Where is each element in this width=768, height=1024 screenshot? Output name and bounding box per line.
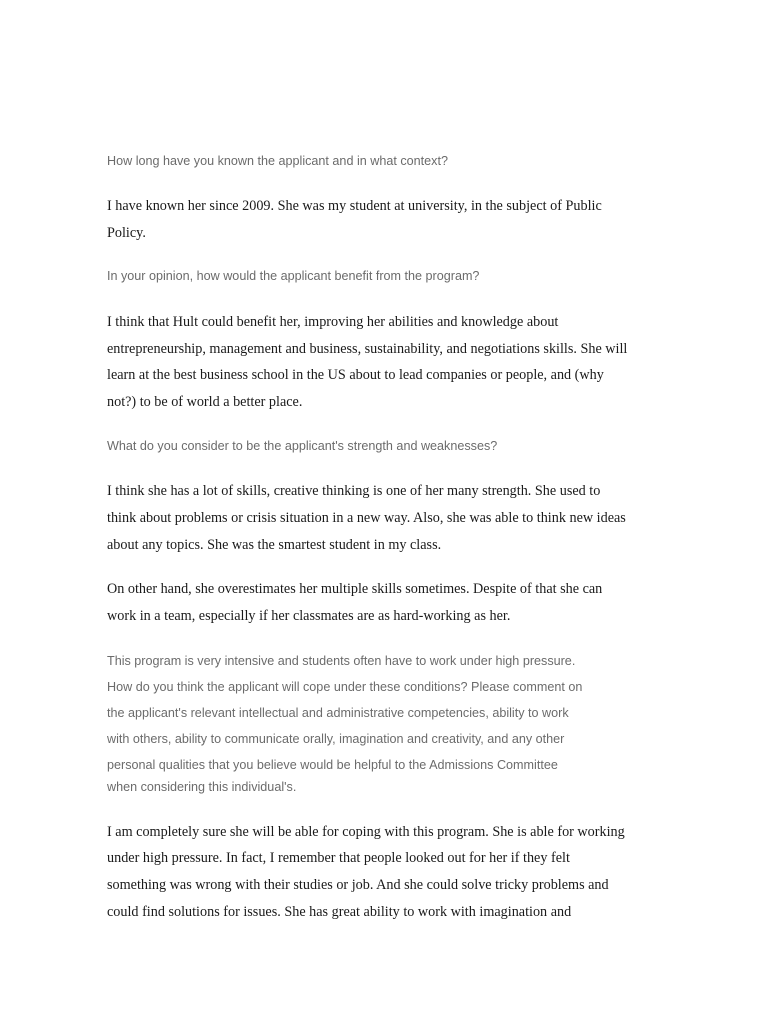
answer-2-line: I think that Hult could benefit her, improving her abilities and knowledge about	[107, 314, 559, 330]
question-4-line: personal qualities that you believe would be helpful to the Admissions Committee	[107, 758, 558, 772]
question-2: In your opinion, how would the applicant benefit from the program?	[107, 269, 480, 283]
answer-3-line: about any topics. She was the smartest student in my class.	[107, 537, 442, 553]
question-4-line: when considering this individual's.	[107, 780, 297, 794]
answer-5-line: I am completely sure she will be able for coping with this program. She is able for working	[107, 824, 625, 840]
question-4-line: the applicant's relevant intellectual and administrative competencies, ability to work	[107, 706, 569, 720]
question-1: How long have you known the applicant and in what context?	[107, 154, 448, 168]
question-4-line: This program is very intensive and students often have to work under high pressure.	[107, 654, 576, 668]
question-4-line: with others, ability to communicate orally, imagination and creativity, and any other	[107, 732, 565, 746]
answer-5-line: something was wrong with their studies or job. And she could solve tricky problems and	[107, 877, 609, 893]
answer-3-line: think about problems or crisis situation in a new way. Also, she was able to think new ideas	[107, 510, 626, 526]
answer-1-line: Policy.	[107, 225, 146, 241]
answer-1-line: I have known her since 2009. She was my student at university, in the subject of Public	[107, 198, 602, 214]
answer-2-line: learn at the best business school in the US about to lead companies or people, and (why	[107, 367, 604, 383]
question-3: What do you consider to be the applicant's strength and weaknesses?	[107, 439, 498, 453]
answer-2-line: not?) to be of world a better place.	[107, 394, 303, 410]
question-4-line: How do you think the applicant will cope under these conditions? Please comment on	[107, 680, 583, 694]
answer-4-line: On other hand, she overestimates her multiple skills sometimes. Despite of that she can	[107, 581, 603, 597]
answer-3-line: I think she has a lot of skills, creative thinking is one of her many strength. She used to	[107, 483, 601, 499]
answer-5-line: under high pressure. In fact, I remember that people looked out for her if they felt	[107, 850, 570, 866]
answer-2-line: entrepreneurship, management and business, sustainability, and negotiations skills. She will	[107, 341, 628, 357]
answer-5-line: could find solutions for issues. She has great ability to work with imagination and	[107, 904, 572, 920]
answer-4-line: work in a team, especially if her classmates are as hard-working as her.	[107, 608, 511, 624]
